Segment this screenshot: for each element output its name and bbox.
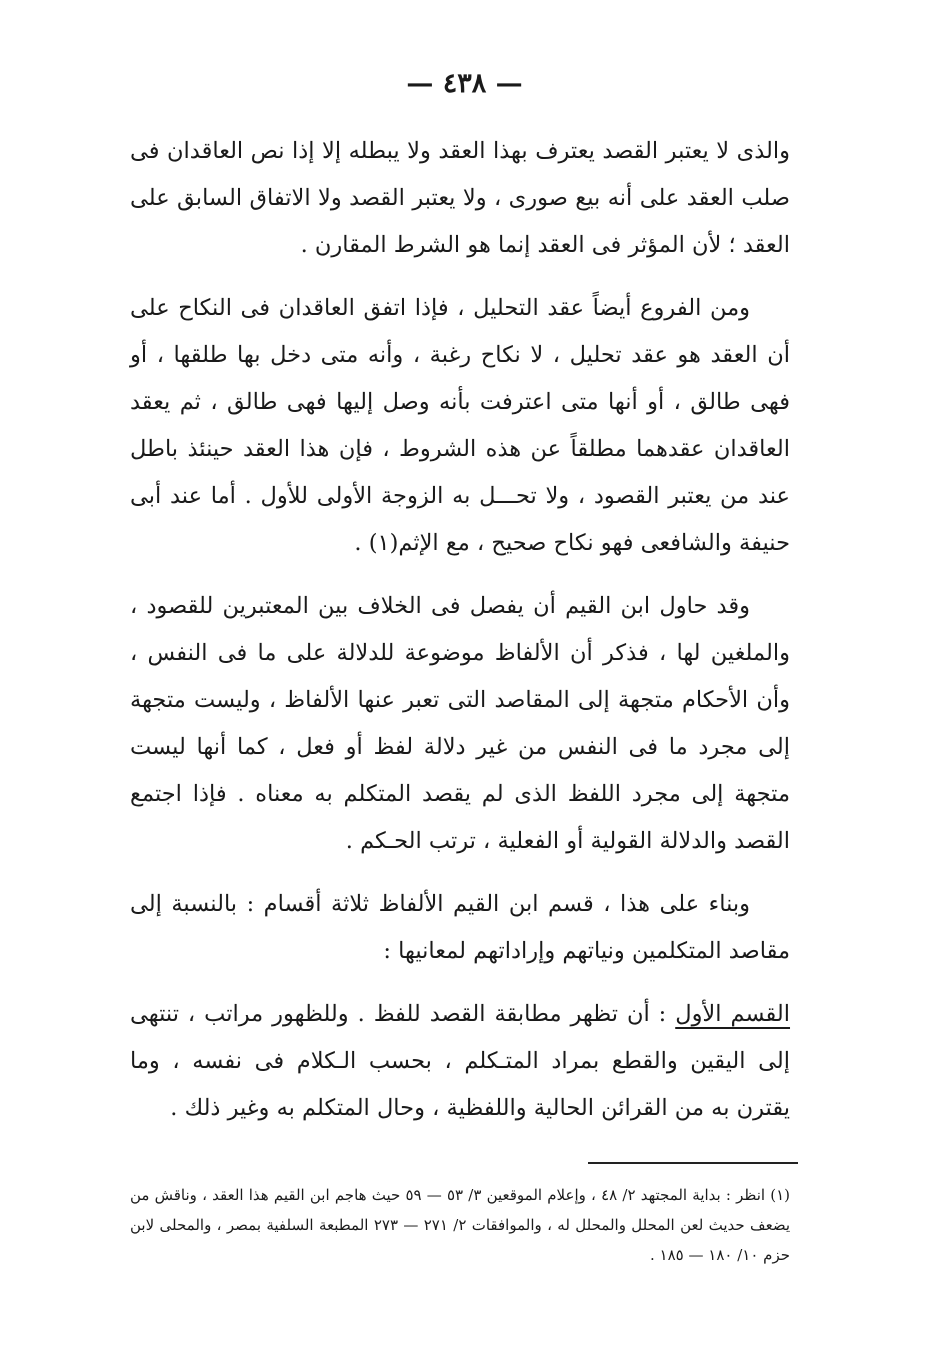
paragraph-tahlil-contract: ومن الفروع أيضاً عقد التحليل ، فإذا اتفق العاقدان فى النكاح على أن العقد هو عقد تحليل ، لا نكاح رغبة ، وأنه متى دخل بها طلقها ، أو فهى طالق ، أو أنها متى اعترفت بأنه وصل إليها فهى طالق ، ثم يعقد العاقدان عقدهما مطلقاً عن هذه الشروط ، فإن هذا العقد حينئذ باطل عند من يعتبر القصود ، ولا تحـــل به الزوجة الأولى للأول . أما عند أبى حنيفة والشافعى فهو نكاح صحيح ، مع الإثم(١) . — [130, 295, 790, 556]
footnote-divider — [588, 1162, 798, 1164]
main-text — [130, 128, 790, 1148]
footnote-1: (١) انظر : بداية المجتهد ٢/ ٤٨ ، وإعلام الموقعين ٣/ ٥٣ — ٥٩ حيث هاجم ابن القيم هذا العقد ، وناقش من يضعف حديث لعن المحلل والمحلل له ، والموافقات ٢/ ٢٧١ — ٢٧٣ المطبعة السلفية بمصر ، والمحلى لابن حزم ١٠/ ١٨٠ — ١٨٥ . — [130, 1186, 791, 1264]
paragraph-ibn-alqayyim: وقد حاول ابن القيم أن يفصل فى الخلاف بين المعتبرين للقصود ، والملغين لها ، فذكر أن الألفاظ موضوعة للدلالة على ما فى النفس ، وأن الأحكام متجهة إلى المقاصد التى تعبر عنها الألفاظ ، وليست متجهة إلى مجرد ما فى النفس من غير دلالة لفظ أو فعل ، كما أنها ليست متجهة إلى مجرد اللفظ الذى لم يقصد المتكلم به معناه . فإذا اجتمع القصد والدلالة القولية أو الفعلية ، ترتب الحـكم . — [130, 593, 790, 854]
paragraph-first-category — [130, 991, 790, 1132]
paragraph-sales-contract: والذى لا يعتبر القصد يعترف بهذا العقد ولا يبطله إلا إذا نص العاقدان فى صلب العقد على أنه بيع صورى ، ولا يعتبر القصد ولا الاتفاق السابق على العقد ؛ لأن المؤثر فى العقد إنما هو الشرط المقارن . — [130, 138, 790, 258]
first-category-text: : أن تظهر مطابقة القصد للفظ . وللظهور مراتب ، تنتهى إلى اليقين والقطع بمراد المتـكلم ، بحسب الـكلام فى نفسه ، وما يقترن به من القرائن الحالية واللفظية ، وحال المتكلم به وغير ذلك . — [130, 1001, 790, 1121]
paragraph-three-categories: وبناء على هذا ، قسم ابن القيم الألفاظ ثلاثة أقسام : بالنسبة إلى مقاصد المتكلمين ونياتهم وإراداتهم لمعانيها : — [130, 891, 790, 964]
page-number: — ٤٣٨ — — [406, 68, 523, 99]
footnotes — [130, 1180, 790, 1270]
first-category-heading: القسم الأول — [675, 1001, 791, 1027]
